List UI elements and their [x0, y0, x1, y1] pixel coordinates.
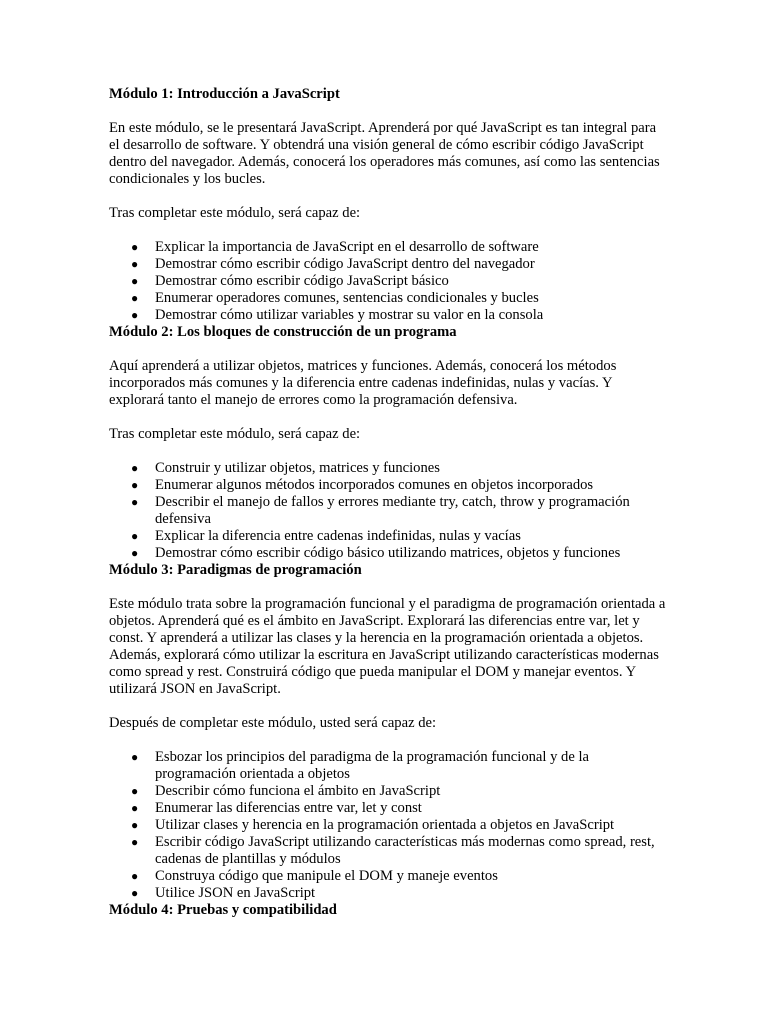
spacer: [109, 103, 669, 120]
spacer: [109, 579, 669, 596]
list-item-text: Construir y utilizar objetos, matrices y funciones: [155, 460, 440, 476]
list-item: [109, 545, 669, 562]
list-item-text: Demostrar cómo utilizar variables y mostrar su valor en la consola: [155, 307, 544, 323]
module-1-objectives: [109, 239, 669, 324]
list-item: [109, 800, 669, 817]
bullet-icon: ●: [131, 801, 139, 815]
module-3-intro: Este módulo trata sobre la programación funcional y el paradigma de programación orientada a objetos. Aprenderá qué es el ámbito en JavaScript. Explorará las diferencias entre var, let y const. Y aprenderá a utilizar las clases y la herencia en la programación orientada a objetos. Además, explorará cómo utilizar la escritura en JavaScript utilizando características modernas como spread y rest. Construirá código que pueda manipular el DOM y manejar eventos. Y utilizará JSON en JavaScript.: [109, 596, 666, 697]
bullet-icon: ●: [131, 274, 139, 288]
list-item: [109, 868, 669, 885]
list-item-text: Construya código que manipule el DOM y maneje eventos: [155, 868, 498, 884]
list-item: [109, 494, 669, 528]
list-item-text: Describir cómo funciona el ámbito en JavaScript: [155, 783, 441, 799]
list-item-text: Enumerar las diferencias entre var, let y const: [155, 800, 422, 816]
spacer: [109, 409, 669, 426]
list-item: [109, 477, 669, 494]
list-item-text: Enumerar algunos métodos incorporados comunes en objetos incorporados: [155, 477, 594, 493]
spacer: [109, 443, 669, 460]
module-4-heading: Módulo 4: Pruebas y compatibilidad: [109, 902, 337, 918]
module-1-lead: Tras completar este módulo, será capaz de:: [109, 205, 361, 221]
module-2-objectives: [109, 460, 669, 562]
bullet-icon: ●: [131, 886, 139, 900]
bullet-icon: ●: [131, 495, 139, 509]
list-item-text: Escribir código JavaScript utilizando características más modernas como spread, rest, cadenas de plantillas y módulos: [155, 834, 655, 867]
module-3-heading: Módulo 3: Paradigmas de programación: [109, 562, 362, 578]
list-item-text: Esbozar los principios del paradigma de la programación funcional y de la programación orientada a objetos: [155, 749, 590, 782]
list-item-text: Explicar la importancia de JavaScript en el desarrollo de software: [155, 239, 539, 255]
list-item-text: Demostrar cómo escribir código JavaScript dentro del navegador: [155, 256, 535, 272]
module-2-heading: Módulo 2: Los bloques de construcción de un programa: [109, 324, 457, 340]
list-item-text: Utilice JSON en JavaScript: [155, 885, 316, 901]
list-item: [109, 834, 669, 868]
list-item: [109, 528, 669, 545]
list-item-text: Utilizar clases y herencia en la programación orientada a objetos en JavaScript: [155, 817, 615, 833]
bullet-icon: ●: [131, 291, 139, 305]
list-item: [109, 749, 669, 783]
spacer: [109, 698, 669, 715]
bullet-icon: ●: [131, 869, 139, 883]
list-item-text: Describir el manejo de fallos y errores mediante try, catch, throw y programación defensiva: [155, 494, 630, 527]
list-item: [109, 460, 669, 477]
bullet-icon: ●: [131, 240, 139, 254]
list-item: [109, 817, 669, 834]
bullet-icon: ●: [131, 835, 139, 849]
list-item: [109, 239, 669, 256]
list-item-text: Explicar la diferencia entre cadenas indefinidas, nulas y vacías: [155, 528, 521, 544]
spacer: [109, 341, 669, 358]
bullet-icon: ●: [131, 546, 139, 560]
list-item: [109, 885, 669, 902]
module-3-lead: Después de completar este módulo, usted será capaz de:: [109, 715, 437, 731]
bullet-icon: ●: [131, 784, 139, 798]
module-2-lead: Tras completar este módulo, será capaz de:: [109, 426, 361, 442]
document-page: [109, 86, 669, 919]
list-item: [109, 273, 669, 290]
list-item-text: Demostrar cómo escribir código básico utilizando matrices, objetos y funciones: [155, 545, 621, 561]
module-1-heading: Módulo 1: Introducción a JavaScript: [109, 86, 340, 102]
bullet-icon: ●: [131, 529, 139, 543]
spacer: [109, 188, 669, 205]
bullet-icon: ●: [131, 257, 139, 271]
module-1-intro: En este módulo, se le presentará JavaScript. Aprenderá por qué JavaScript es tan integral para el desarrollo de software. Y obtendrá una visión general de cómo escribir código JavaScript dentro del navegador. Además, conocerá los operadores más comunes, así como las sentencias condicionales y los bucles.: [109, 120, 660, 187]
list-item-text: Demostrar cómo escribir código JavaScript básico: [155, 273, 449, 289]
module-3-objectives: [109, 749, 669, 902]
list-item: [109, 307, 669, 324]
list-item: [109, 783, 669, 800]
list-item: [109, 256, 669, 273]
bullet-icon: ●: [131, 308, 139, 322]
spacer: [109, 732, 669, 749]
bullet-icon: ●: [131, 818, 139, 832]
module-2-intro: Aquí aprenderá a utilizar objetos, matrices y funciones. Además, conocerá los métodos incorporados más comunes y la diferencia entre cadenas indefinidas, nulas y vacías. Y explorará tanto el manejo de errores como la programación defensiva.: [109, 358, 617, 408]
list-item-text: Enumerar operadores comunes, sentencias condicionales y bucles: [155, 290, 539, 306]
bullet-icon: ●: [131, 461, 139, 475]
list-item: [109, 290, 669, 307]
spacer: [109, 222, 669, 239]
bullet-icon: ●: [131, 750, 139, 764]
bullet-icon: ●: [131, 478, 139, 492]
